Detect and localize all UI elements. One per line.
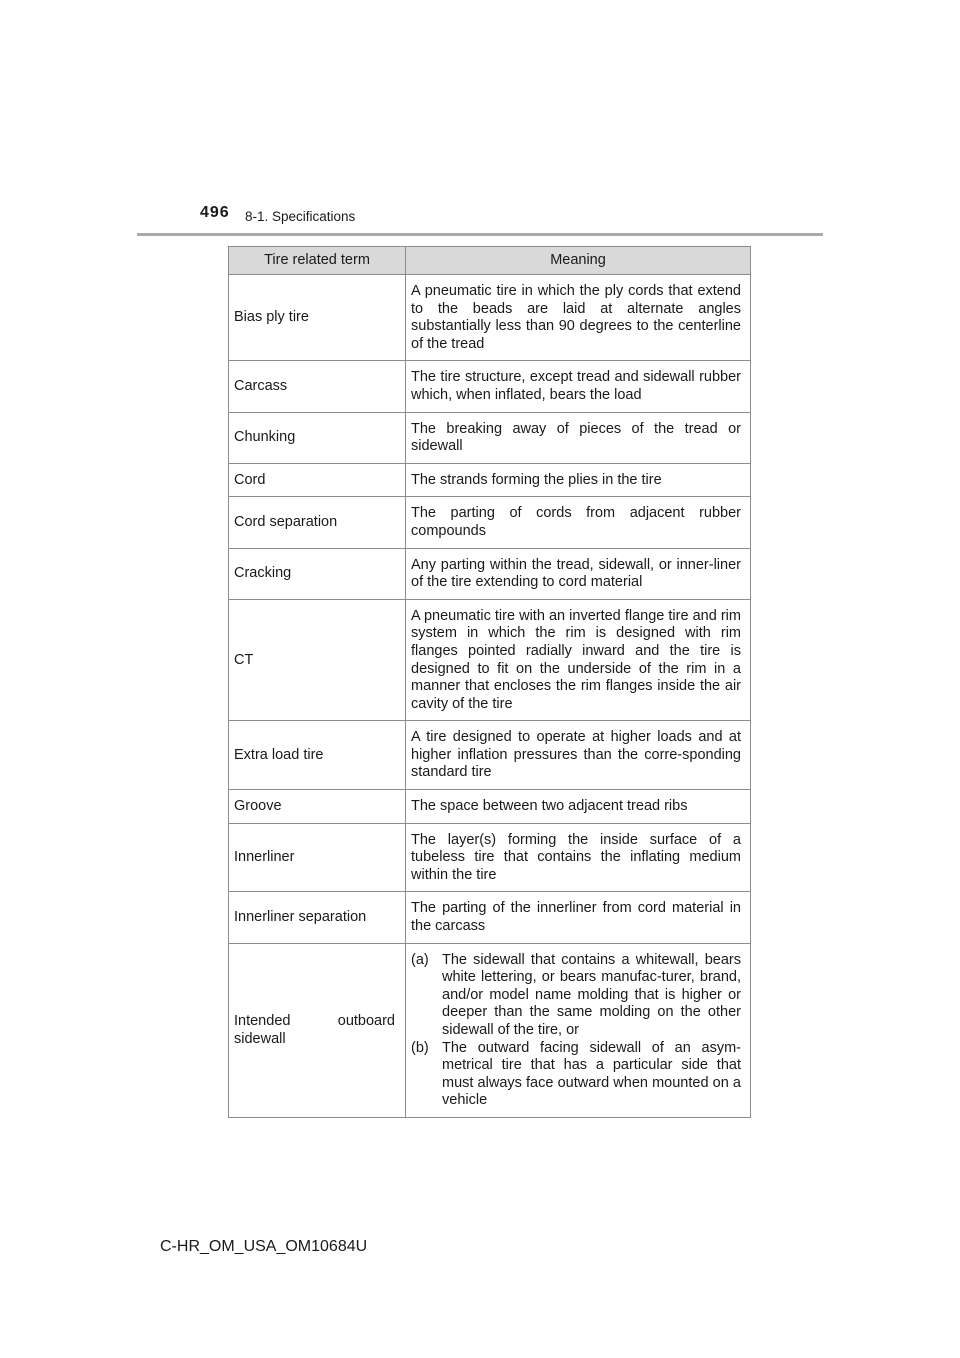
table-row	[229, 463, 751, 497]
term-cell: CT	[229, 599, 406, 721]
term-cell: Cracking	[229, 548, 406, 599]
meaning-cell: The strands forming the plies in the tire	[406, 463, 751, 497]
section-title: 8-1. Specifications	[245, 209, 356, 224]
table-header-row	[229, 247, 751, 275]
table-row	[229, 497, 751, 548]
table-row	[229, 599, 751, 721]
page-number: 496	[200, 204, 230, 221]
meaning-cell: The tire structure, except tread and sidewall rubber which, when inflated, bears the load	[406, 361, 751, 412]
meaning-cell: The parting of the innerliner from cord material in the carcass	[406, 892, 751, 943]
meaning-cell	[406, 943, 751, 1117]
table-row	[229, 943, 751, 1117]
term-cell: Cord	[229, 463, 406, 497]
list-item	[411, 1040, 741, 1110]
term-cell: Intended outboard sidewall	[229, 943, 406, 1117]
meaning-cell: The layer(s) forming the inside surface of a tubeless tire that contains the inflating medium within the tire	[406, 823, 751, 892]
meaning-cell: The space between two adjacent tread ribs	[406, 790, 751, 824]
term-cell: Extra load tire	[229, 721, 406, 790]
term-cell: Cord separation	[229, 497, 406, 548]
term-cell: Chunking	[229, 412, 406, 463]
table-row	[229, 361, 751, 412]
list-text: The sidewall that contains a whitewall, bears white lettering, or bears manufac-turer, brand, and/or model name molding that is higher or deeper than the same molding on the other sidewall of the tire, or	[442, 951, 741, 1038]
list-marker: (b)	[411, 1039, 429, 1056]
header-rule	[137, 233, 823, 236]
meaning-cell: A pneumatic tire with an inverted flange tire and rim system in which the rim is designed with rim flanges pointed radially inward and the tire is designed to fit on the underside of the rim in a manner that encloses the rim flanges inside the air cavity of the tire	[406, 599, 751, 721]
list-marker: (a)	[411, 951, 429, 968]
table-row	[229, 823, 751, 892]
term-cell: Bias ply tire	[229, 275, 406, 361]
meaning-cell: A tire designed to operate at higher loads and at higher inflation pressures than the corre-sponding standard tire	[406, 721, 751, 790]
column-header-term: Tire related term	[229, 247, 406, 275]
term-cell: Carcass	[229, 361, 406, 412]
table-row	[229, 721, 751, 790]
table-row	[229, 548, 751, 599]
table-row	[229, 275, 751, 361]
tire-terms-table	[228, 246, 751, 1118]
term-cell: Innerliner	[229, 823, 406, 892]
column-header-meaning: Meaning	[406, 247, 751, 275]
term-cell: Groove	[229, 790, 406, 824]
term-cell: Innerliner separation	[229, 892, 406, 943]
table-row	[229, 892, 751, 943]
meaning-cell: Any parting within the tread, sidewall, or inner-liner of the tire extending to cord material	[406, 548, 751, 599]
table-row	[229, 412, 751, 463]
meaning-cell: A pneumatic tire in which the ply cords that extend to the beads are laid at alternate angles substantially less than 90 degrees to the centerline of the tread	[406, 275, 751, 361]
list-text: The outward facing sidewall of an asym-metrical tire that has a particular side that must always face outward when mounted on a vehicle	[442, 1039, 741, 1109]
table-row	[229, 790, 751, 824]
document-code: C-HR_OM_USA_OM10684U	[160, 1238, 368, 1255]
meaning-cell: The parting of cords from adjacent rubber compounds	[406, 497, 751, 548]
list-item	[411, 952, 741, 1040]
meaning-cell: The breaking away of pieces of the tread or sidewall	[406, 412, 751, 463]
